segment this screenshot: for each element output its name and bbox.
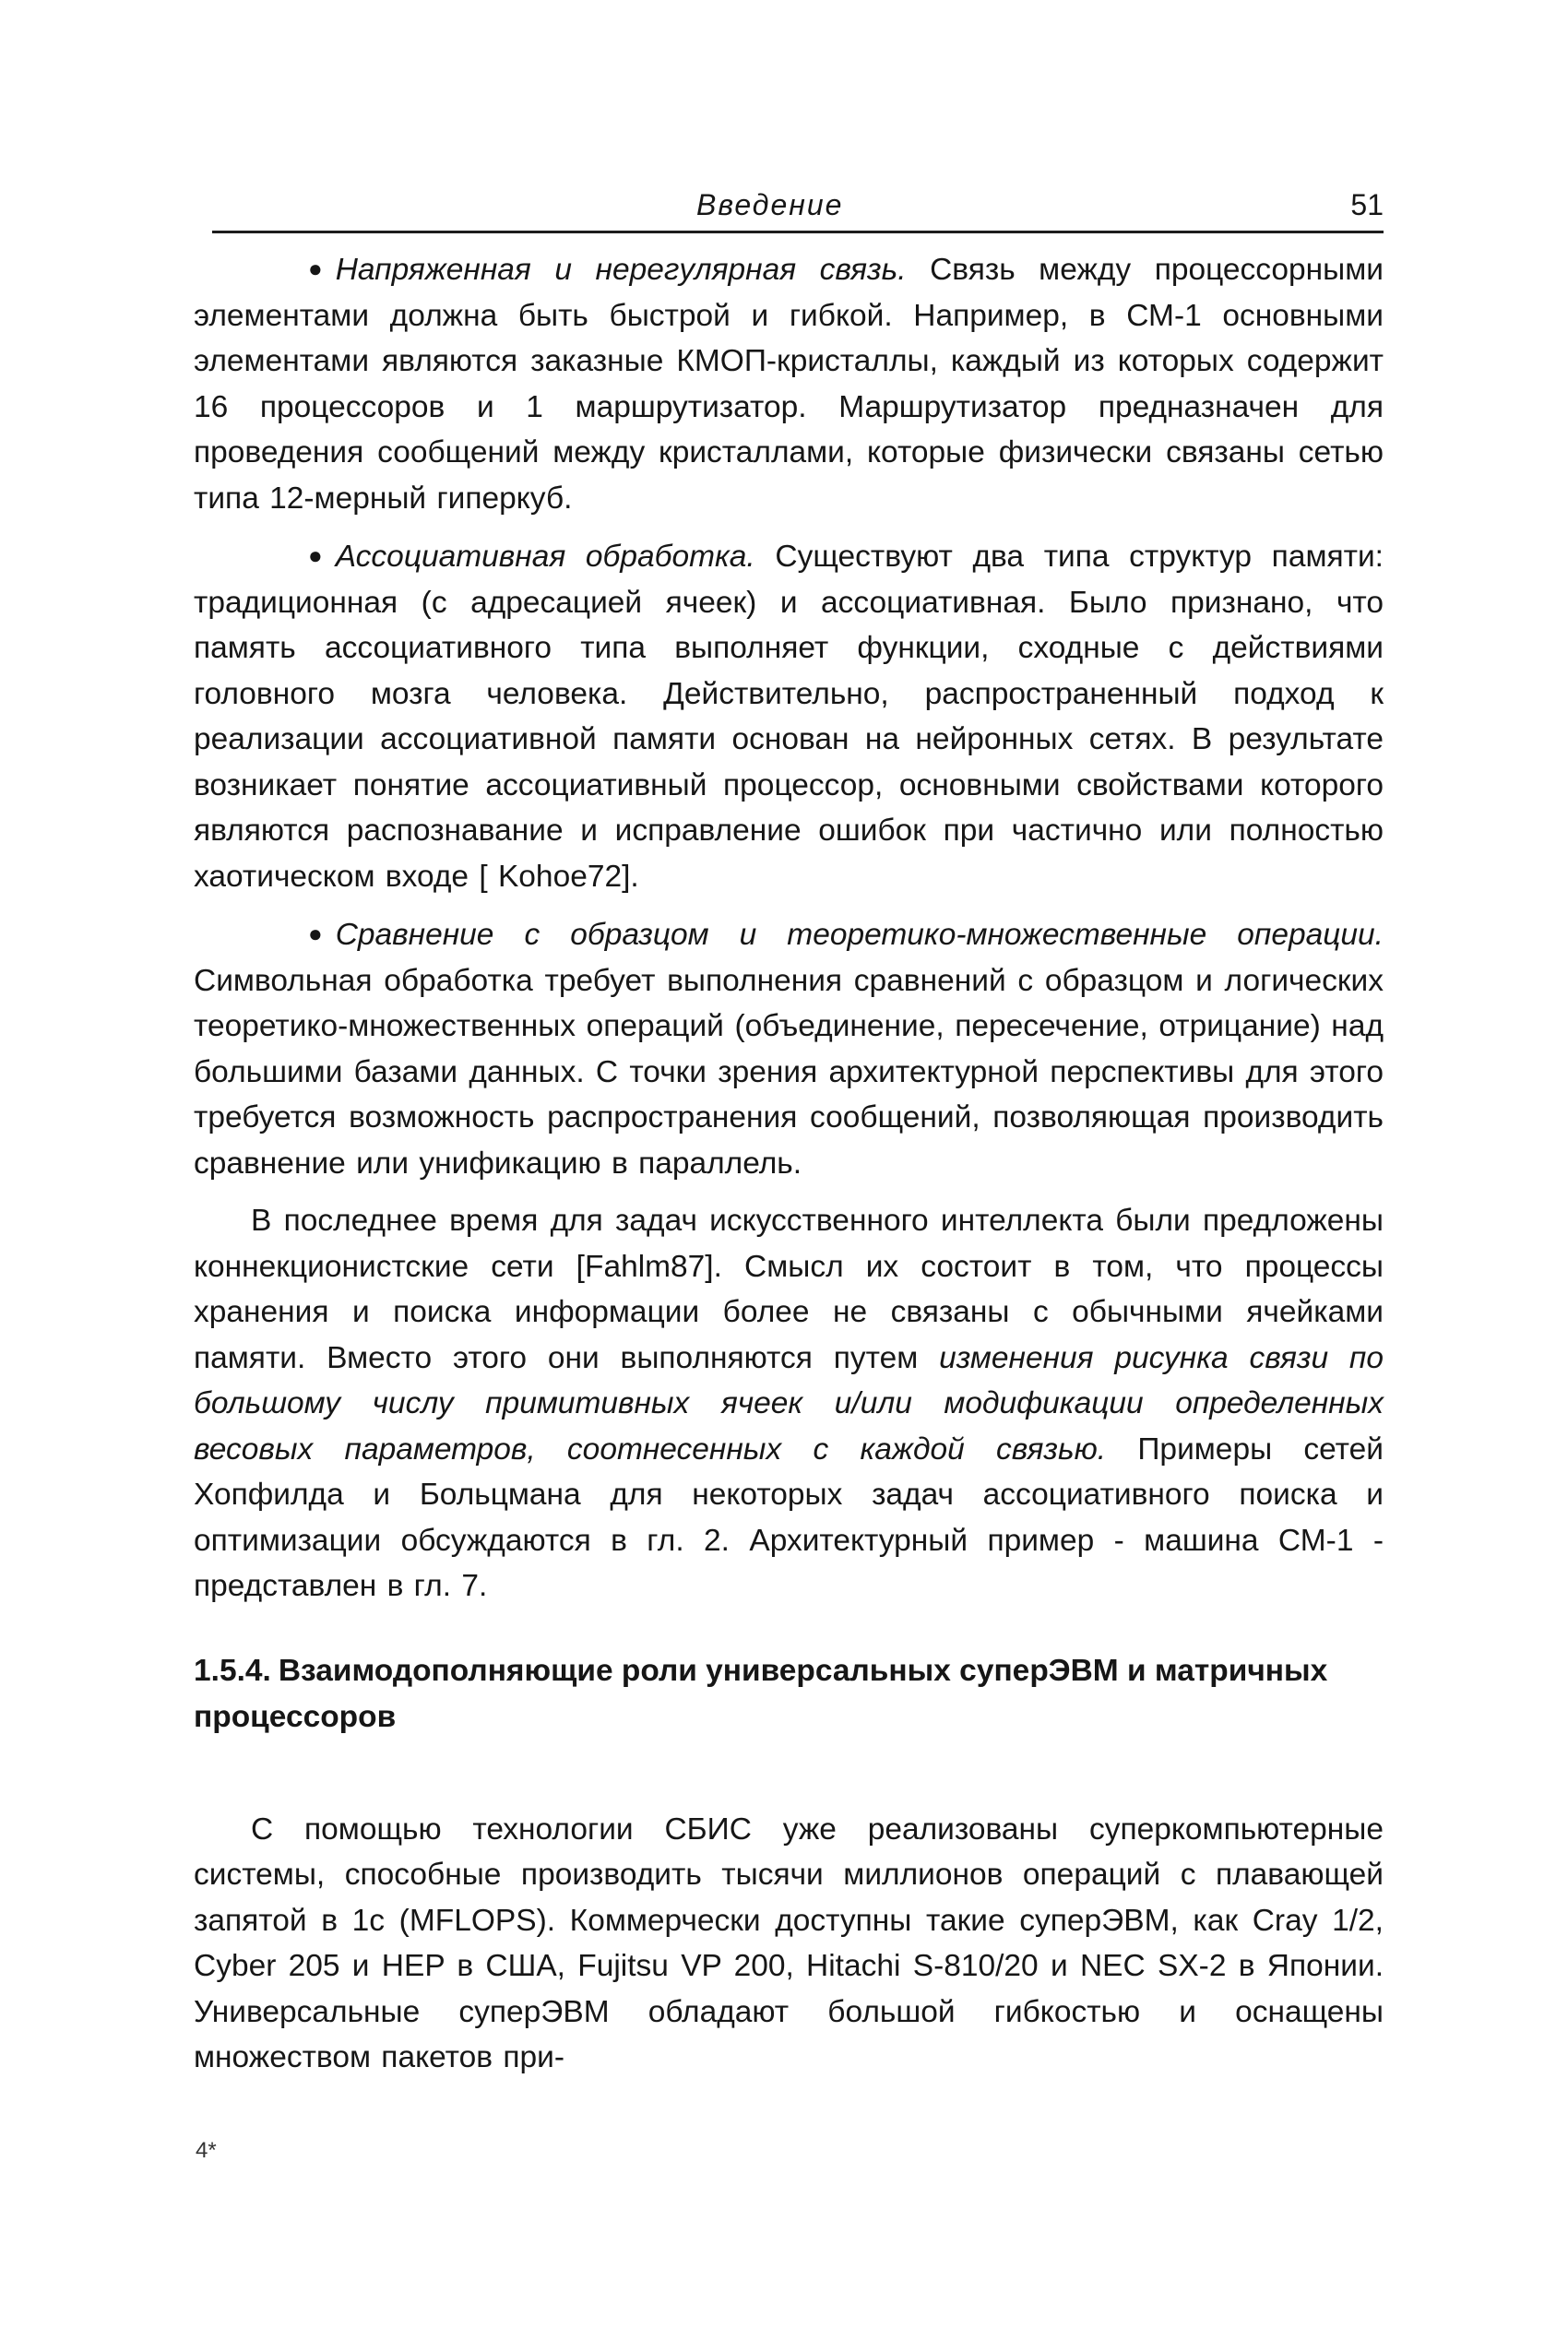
- paragraph-text-end: Примеры сетей Хопфилда и Больцмана для некоторых задач ассоциативного поиска и оптимизации обсуждаются в гл. 2. Архитектурный пример - машина СМ-1 - представлен в гл. 7.: [194, 1431, 1384, 1603]
- paragraph-lead: Ассоциативная обработка.: [335, 540, 755, 574]
- paragraph-text-start: В последнее время для задач искусственного интеллекта были предложены коннекционистские сети [Fahlm87]. Смысл их состоит в том, что процессы хранения и поиска информации более не связаны с обычными ячейками памяти. Вместо этого они выполняются путем: [194, 1204, 1384, 1375]
- paragraph-associative-processing: [194, 533, 1384, 899]
- paragraph-italic-emphasis: изменения рисунка связи по большому числу примитивных ячеек и/или модификации определенных весовых параметров, соотнесенных с каждой связью.: [194, 1340, 1384, 1467]
- section-heading: [194, 1648, 1384, 1740]
- page-number: 51: [1350, 188, 1384, 221]
- paragraph-lead: Сравнение с образцом и теоретико-множественные операции.: [335, 918, 1384, 952]
- running-head-title: Введение: [696, 188, 844, 221]
- body-text: [194, 246, 1384, 2081]
- paragraph-strained-communication: [194, 246, 1384, 521]
- section-title: Взаимодополняющие роли универсальных суперЭВМ и матричных процессоров: [194, 1653, 1328, 1734]
- bullet-icon: ●: [308, 255, 323, 282]
- paragraph-supercomputers: С помощью технологии СБИС уже реализованы суперкомпьютерные системы, способные производить тысячи миллионов операций с плавающей запятой в 1с (MFLOPS). Коммерчески доступны такие суперЭВМ, как Cray 1/2, Cyber 205 и HEP в США, Fujitsu VP 200, Hitachi S-810/20 и NEC SX-2 в Японии. Универсальные суперЭВМ обладают большой гибкостью и оснащены множеством пакетов при-: [194, 1812, 1384, 2074]
- signature-mark: 4*: [196, 2138, 217, 2163]
- paragraph-text: Существуют два типа структур памяти: традиционная (с адресацией ячеек) и ассоциативная. Было признано, что память ассоциативного типа выполняет функции, сходные с действиями головного мозга человека. Действительно, распространенный подход к реализации ассоциативной памяти основан на нейронных сетях. В результате возникает понятие ассоциативный процессор, основными свойствами которого являются распознавание и исправление ошибок при частично или полностью хаотическом входе [ Kohoe72].: [194, 540, 1384, 894]
- running-head: [212, 184, 1384, 233]
- paragraph-lead: Напряженная и нерегулярная связь.: [335, 253, 907, 287]
- bullet-icon: ●: [308, 541, 323, 569]
- paragraph-pattern-matching: [194, 911, 1384, 1186]
- page: [194, 184, 1384, 2093]
- paragraph-text: Связь между процессорными элементами должна быть быстрой и гибкой. Например, в СМ-1 основными элементами являются заказные КМОП-кристаллы, каждый из которых содержит 16 процессоров и 1 маршрутизатор. Маршрутизатор предназначен для проведения сообщений между кристаллами, которые физически связаны сетью типа 12-мерный гиперкуб.: [194, 253, 1384, 516]
- paragraph-connectionist-networks: [194, 1198, 1384, 1610]
- bullet-icon: ●: [308, 920, 323, 947]
- paragraph-text: Символьная обработка требует выполнения сравнений с образцом и логических теоретико-множественных операций (объединение, пересечение, отрицание) над большими базами данных. С точки зрения архитектурной перспективы для этого требуется возможность распространения сообщений, позволяющая производить сравнение или унификацию в параллель.: [194, 963, 1384, 1181]
- section-number: 1.5.4.: [194, 1653, 271, 1688]
